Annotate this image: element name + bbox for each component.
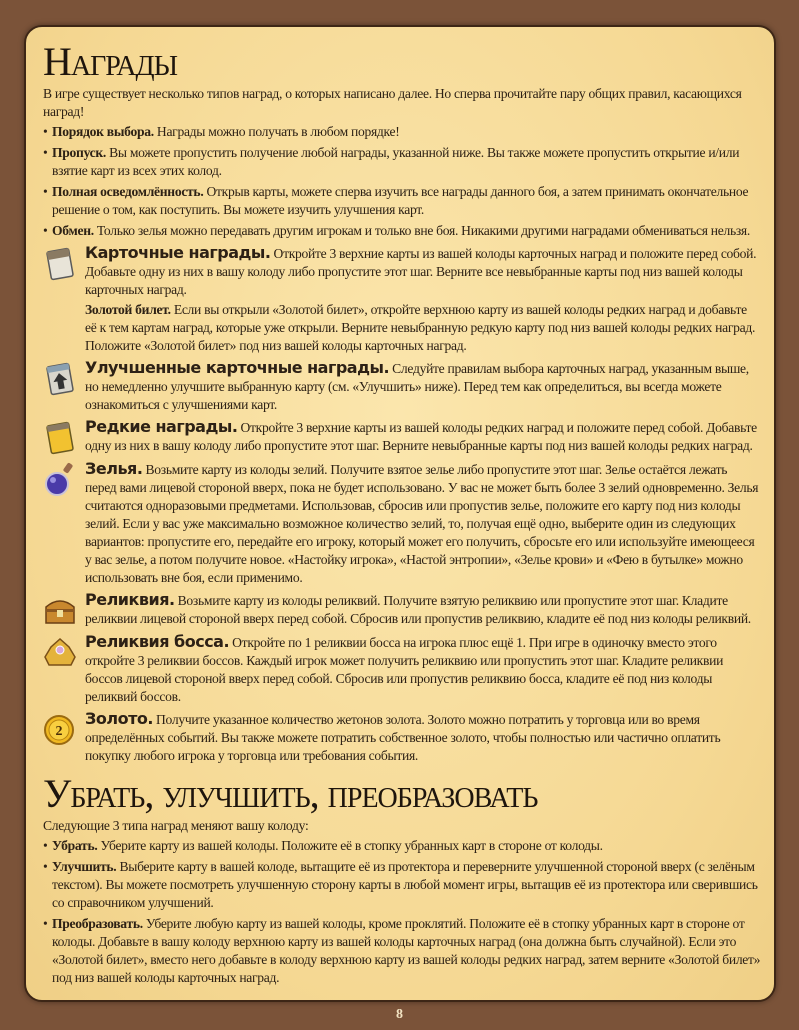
golden-ticket-lead: Золотой билет. bbox=[85, 302, 171, 317]
rule-item bbox=[43, 915, 761, 987]
reward-text: Возьмите карту из колоды зелий. Получите взятое зелье либо пропустите этот шаг. Зелье остаётся лежать перед вами лицевой стороной вверх, пока не будет использовано. У вас не может быть более 3 зелий одновременно. Зелья считаются одноразовыми предметами. Использовав, сбросив или пропустив зелье, положите его карту под низ колоды зелий. Если у вас уже максимально возможное количество зелий, то, получая ещё одно, выберите один из следующих вариантов: пропустите его, передайте его игроку, который может его получить, сбросьте его или используйте имеющееся у вас зелье, а потом получите новое. «Настойку игрока», «Настой энтропии», «Зелье крови» и «Фею в бутылке» можно использовать вне боя, если применимо. bbox=[85, 462, 759, 585]
rule-item bbox=[43, 222, 761, 240]
rule-text: Награды можно получать в любом порядке! bbox=[153, 124, 400, 139]
rewards-rules-list bbox=[43, 123, 761, 240]
boss-relic-icon bbox=[43, 635, 77, 671]
rewards-intro: В игре существует несколько типов наград, о которых написано далее. Но сперва прочитайте пару общих правил, касающихся наград! bbox=[43, 86, 742, 119]
relic-chest-icon bbox=[43, 593, 77, 629]
reward-potion bbox=[43, 460, 761, 587]
rule-lead: Пропуск. bbox=[52, 145, 107, 160]
reward-lead: Редкие награды. bbox=[85, 417, 238, 436]
rule-lead: Порядок выбора. bbox=[52, 124, 154, 139]
rule-item bbox=[43, 183, 761, 219]
rule-lead: Улучшить. bbox=[52, 859, 117, 874]
reward-lead: Реликвия. bbox=[85, 590, 175, 609]
reward-rare bbox=[43, 418, 761, 456]
rule-text: Вы можете пропустить получение любой награды, указанной ниже. Вы также можете пропустить открытие и/или взятие карт из всех этих колод. bbox=[52, 145, 740, 178]
page-number: 8 bbox=[396, 1007, 403, 1022]
deck-changes-title: Убрать, улучшить, преобразовать bbox=[43, 771, 538, 816]
rule-lead: Полная осведомлённость. bbox=[52, 184, 204, 199]
rule-text: Выберите карту в вашей колоде, вытащите её из протектора и переверните улучшенной стороной вверх (с зелёным текстом). Вы можете посмотреть улучшенную сторону карты в любой момент игры, вытащив её из протектора или сверившись со справочником улучшений. bbox=[52, 859, 758, 910]
gold-coin-icon bbox=[43, 712, 77, 748]
rare-reward-icon bbox=[43, 420, 77, 456]
rule-item bbox=[43, 858, 761, 912]
deck-changes-intro: Следующие 3 типа наград меняют вашу колоду: bbox=[43, 818, 309, 833]
reward-text: Откройте 3 верхние карты из вашей колоды редких наград и положите перед собой. Добавьте одну из них в вашу колоду либо пропустите этот шаг. Верните невыбранные карты под низ вашей колоды редких наград. bbox=[85, 420, 757, 453]
reward-text: Возьмите карту из колоды реликвий. Получите взятую реликвию или пропустите этот шаг. Кладите реликвии лицевой стороной вверх перед собой. Сбросив или пропустив реликвию, кладите её под низ колоды реликвий. bbox=[85, 593, 751, 626]
upgraded-card-reward-icon bbox=[43, 361, 77, 397]
reward-lead: Карточные награды. bbox=[85, 243, 271, 262]
potion-icon bbox=[43, 462, 77, 498]
rule-text: Открыв карты, можете сперва изучить все награды данного боя, а затем принимать окончательное решение о том, как поступить. Вы можете изучить улучшения карт. bbox=[52, 184, 749, 217]
coin-value: 2 bbox=[55, 724, 63, 739]
deck-changes-list bbox=[43, 837, 761, 987]
rule-item bbox=[43, 144, 761, 180]
rule-lead: Преобразовать. bbox=[52, 916, 143, 931]
reward-text: Получите указанное количество жетонов золота. Золото можно потратить у торговца или во время определённых событий. Вы также можете потратить собственное золото, чтобы полностью или частично оплатить покупку любого игрока у торговца или требования события. bbox=[85, 712, 721, 763]
rule-lead: Обмен. bbox=[52, 223, 94, 238]
reward-gold bbox=[43, 710, 761, 765]
rule-item bbox=[43, 123, 761, 141]
rewards-title: Награды bbox=[43, 39, 178, 84]
page-content bbox=[43, 39, 761, 987]
reward-lead: Реликвия босса. bbox=[85, 632, 230, 651]
rule-text: Уберите любую карту из вашей колоды, кроме проклятий. Положите её в стопку убранных карт в стороне от колоды. Добавьте в вашу колоду верхнюю карту из вашей колоды карточных наград (она должна быть случайной). Если это «Золотой билет», вместо него добавьте в колоду верхнюю карту из вашей колоды редких наград, затем верните «Золотой билет» под низ вашей колоды карточных наград. bbox=[52, 916, 761, 985]
card-reward-icon bbox=[43, 246, 77, 282]
rule-text: Только зелья можно передавать другим игрокам и только вне боя. Никакими другими наградами обмениваться нельзя. bbox=[93, 223, 750, 238]
reward-lead: Улучшенные карточные награды. bbox=[85, 358, 390, 377]
reward-lead: Золото. bbox=[85, 709, 153, 728]
rule-item bbox=[43, 837, 761, 855]
reward-text: Откройте 3 верхние карты из вашей колоды карточных наград и положите перед собой. Добавьте одну из них в вашу колоду либо пропустите этот шаг. Верните все невыбранные карты под низ вашей колоды карточных наград. bbox=[85, 246, 757, 297]
reward-relic bbox=[43, 591, 761, 629]
rule-text: Уберите карту из вашей колоды. Положите её в стопку убранных карт в стороне от колоды. bbox=[97, 838, 603, 853]
reward-boss-relic bbox=[43, 633, 761, 706]
golden-ticket-text: Если вы открыли «Золотой билет», откройте верхнюю карту из вашей колоды редких наград и добавьте её к тем картам наград, которые уже открыли. Верните невыбранную редкую карту под низ вашей колоды редких наград. Положите «Золотой билет» под низ вашей колоды карточных наград. bbox=[85, 302, 756, 353]
reward-text: Следуйте правилам выбора карточных наград, указанным выше, но немедленно улучшите выбранную карту (см. «Улучшить» ниже). Перед тем как определиться, вы всегда можете ознакомиться с улучшениями карт. bbox=[85, 361, 749, 412]
reward-card bbox=[43, 244, 761, 355]
reward-lead: Зелья. bbox=[85, 459, 143, 478]
parchment-page bbox=[24, 25, 776, 1002]
reward-upgraded-card bbox=[43, 359, 761, 414]
rule-lead: Убрать. bbox=[52, 838, 98, 853]
reward-text: Откройте по 1 реликвии босса на игрока плюс ещё 1. При игре в одиночку вместо этого откройте 3 реликвии боссов. Каждый игрок может получить реликвию или пропустить этот шаг. Кладите реликвии боссов лицевой стороной вверх перед собой. Сбросив или пропустив реликвию босса, кладите её под низ колоды реликвий боссов. bbox=[85, 635, 724, 704]
